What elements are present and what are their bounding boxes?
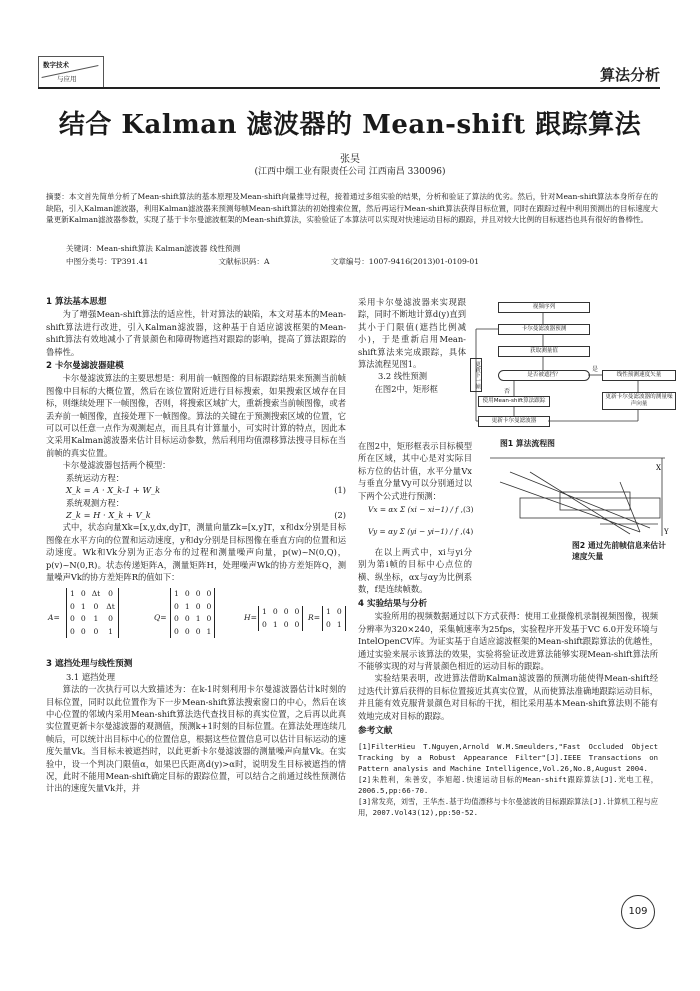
keywords: 关键词：Mean-shift算法 Kalman滤波器 线性预测 — [66, 244, 241, 253]
matrix-r-label: R= — [308, 613, 321, 623]
matrix-q-cell: 1 — [206, 626, 212, 636]
fig2-x-label: X — [656, 464, 661, 472]
matrix-r-cell: 1 — [326, 607, 331, 617]
flow-node-linear-predict: 线性预测速度矢量 — [602, 370, 676, 381]
matrix-a-cell: 0 — [80, 614, 86, 624]
paper-title: 结合 Kalman 滤波器的 Mean-shift 跟踪算法 — [58, 110, 642, 140]
journal-logo — [38, 56, 104, 88]
matrix-q-cell: 0 — [206, 614, 212, 624]
motion-equation-text: X_k = A · X_k-1 + W_k — [66, 485, 161, 496]
matrix-a-cell: 0 — [80, 589, 86, 599]
figure-2-diagram — [480, 452, 670, 538]
matrix-h-cell: 1 — [262, 607, 267, 617]
section-3-2-paragraph-start: 在图2中，矩形框 — [374, 383, 438, 394]
right-column-top — [358, 296, 466, 407]
matrix-a-label: A= — [48, 613, 60, 623]
section-2-paragraph-2: 卡尔曼滤波器包括两个模型： — [62, 460, 171, 471]
right-top-paragraph: 采用卡尔曼滤波器来实现跟踪，同时不断地计算d(y)直到其小于门限值(遮挡比例减小)，于是重新启用Mean-shift算法来完成跟踪，具体算法流程见图1。 — [358, 297, 466, 370]
matrix-q-cell: 0 — [174, 614, 179, 624]
motion-equation-number: (1) — [334, 485, 346, 496]
flow-node-update-kalman: 更新卡尔曼滤波器 — [478, 416, 550, 427]
reference-2: [2]朱胜利，朱善安，李旭超.快速运动目标的Mean-shift跟踪算法[J].光电工程，2006.5,pp:66-70. — [358, 775, 658, 796]
matrix-a-cell: 0 — [70, 601, 75, 611]
prediction-equations — [358, 498, 478, 542]
matrix-h-cell: 0 — [283, 619, 289, 629]
matrix-a-cell: 1 — [93, 614, 99, 624]
flow-side-label: 更新下一帧 — [470, 358, 482, 392]
motion-equation — [46, 484, 346, 496]
matrix-q-cell: 0 — [195, 626, 201, 636]
right-column-prediction — [358, 440, 472, 502]
matrix-q-cell: 0 — [184, 626, 190, 636]
journal-line2: 与应用 — [57, 75, 77, 83]
section-3-title: 3 遮挡处理与线性预测 — [46, 659, 133, 670]
section-4-paragraph-1: 实验所用的视频数据通过以下方式获得：使用工业摄像机录制视频图像，视频分辨率为320×240，采集帧速率为25fps，实验程序开发基于VC 6.0开发环境与IntelOpenCV库。为证实基于自适应滤波框架的Mean-shift跟踪算法的优越性，通过实验来展示该算法的效果，实验将验证改进算法能够实现Mean-shift算法所不能够实现的对与背景颜色相近的运动目标的跟踪。 — [358, 611, 658, 672]
matrix-h-label: H= — [244, 613, 257, 623]
abstract: 摘要：本文首先简单分析了Mean-shift算法的基本原理及Mean-shift向量推导过程，接着通过多组实验的结果，分析和验证了算法的优劣。然后，针对Mean-shift算法本身所存在的缺陷，引入Kalman滤波器，利用Kalman滤波器来预测每帧Mean-shift算法的初始搜索位置，然后再运行Mean-shift算法获得目标位置，同时在跟踪过程中利用预测出的目标速度大量更新Kalman滤波器参数，实现了基于卡尔曼滤波框架的Mean-shift算法，实验验证了本算法可以实现对快速运动目标的跟踪，并且对较大比例的目标遮挡也具有很好的鲁棒性。 — [46, 192, 658, 225]
equation-4 — [358, 520, 478, 542]
section-3-2-paragraph: 在图2中，矩形框表示目标模型所在区域，其中心是对实际目标方位的估计值，水平分量Vx与垂直分量Vy可以分别通过以下两个公式进行预测： — [358, 441, 472, 501]
matrix-q-label: Q= — [154, 613, 167, 623]
matrix-a-cell: 0 — [70, 626, 75, 636]
matrix-h-cell: 0 — [262, 619, 267, 629]
article-meta — [66, 256, 626, 267]
matrix-a-cell: 1 — [108, 626, 113, 636]
flow-node-predict: 卡尔曼滤波器预测 — [498, 324, 590, 335]
flow-node-measure: 获取测量值 — [498, 346, 590, 357]
references-title: 参考文献 — [358, 726, 393, 737]
matrix-a-cell: 0 — [70, 614, 75, 624]
equation-3-text: Vx = αx Σ (xi − xi−1) / f — [368, 505, 459, 514]
matrix-h-cell: 0 — [294, 607, 300, 617]
matrix-a-cell: 0 — [80, 626, 86, 636]
matrix-a-cell: Δt — [106, 601, 115, 611]
matrix-h-cell: 0 — [283, 607, 289, 617]
equation-3 — [358, 498, 478, 520]
article-number: 文章编号：1007-9416(2013)01-0109-01 — [330, 257, 480, 266]
flow-node-update-noise: 更新卡尔曼滤波器的测量噪声向量 — [602, 392, 676, 410]
matrix-r-cell: 1 — [336, 619, 342, 629]
matrix-r-cell: 0 — [336, 607, 342, 617]
section-1-paragraph: 为了增强Mean-shift算法的适应性，针对算法的缺陷，本文对基本的Mean-shift算法进行改进，引入Kalman滤波器，这种基于自适应滤波框架的Mean-shift算法有效地减小了背景颜色和障碍物遮挡对跟踪的影响，提高了算法跟踪的鲁棒性。 — [46, 309, 346, 357]
equation-4-number: ,(4) — [460, 527, 474, 536]
matrix-q-cell: 1 — [174, 589, 179, 599]
section-3-1-title: 3.1 遮挡处理 — [66, 671, 116, 682]
equation-explanation: 在以上两式中，xi与yi分别为第i帧的目标中心点位的横、纵坐标，αx与αy为比例系数，f是连续帧数。 — [358, 547, 472, 595]
observation-equation — [46, 509, 346, 521]
journal-line1: 数字技术 — [43, 61, 69, 69]
matrix-a-cell: 1 — [80, 601, 86, 611]
matrix-q-cell: 0 — [174, 601, 179, 611]
matrix-a — [66, 588, 119, 638]
flow-yes-label: 是 — [592, 366, 599, 373]
figure-1-caption: 图1 算法流程图 — [500, 439, 555, 448]
flow-node-occluded: 是否被遮挡？ — [498, 370, 590, 381]
matrix-q-cell: 0 — [184, 614, 190, 624]
section-3-paragraph: 算法的一次执行可以大致描述为：在k-1时刻利用卡尔曼滤波器估计k时刻的目标位置，同时以此位置作为下一步Mean-shift算法搜索窗口的中心，然后在该中心位置的邻域内采用Mean-shift算法迭代查找目标的真实位置，之后再以此真实位置更新卡尔曼滤波器的观测值，预测k+1时刻的目标位置。在算法处理连续几帧后，可以统计出目标中心的位置信息，根据这些位置信息可以估计目标运动的速度矢量Vk。当目标未被遮挡时，以此更新卡尔曼滤波器的测量噪声向量Vk。在实验中，设一个判决门限值α，如果巴氏距离d(y)>α时，说明发生目标被遮挡的情况，此时不能用Mean-shift确定目标的跟踪位置，可以结合之前通过线性预测估计出的速度矢量Vk并，并 — [46, 684, 346, 794]
flowchart-figure — [474, 302, 674, 434]
matrix-q — [170, 588, 215, 638]
equation-3-number: ,(3) — [460, 505, 474, 514]
matrix-h-cell: 1 — [272, 619, 278, 629]
matrix-a-cell: 0 — [108, 614, 113, 624]
flow-node-meanshift: 使用Mean-shift算法跟踪 — [478, 396, 550, 407]
right-column-bottom — [358, 598, 658, 818]
matrix-h — [258, 606, 303, 631]
affiliation: (江西中烟工业有限责任公司 江西南昌 330096) — [254, 167, 446, 177]
motion-equation-label: 系统运动方程： — [66, 472, 125, 483]
equation-4-text: Vy = αy Σ (yi − yi−1) / f — [368, 527, 458, 536]
flow-arrows — [474, 302, 674, 434]
matrix-r-cell: 0 — [326, 619, 331, 629]
author: 张昊 — [340, 154, 360, 165]
flow-no-label: 否 — [504, 388, 511, 395]
observation-equation-number: (2) — [334, 509, 346, 520]
reference-1: [1]FilterHieu T.Nguyen,Arnold W.M.Smeulders,"Fast Occluded Object Tracking by a Robust Appearance Filter"[J].IEEE Transactions on Pattern analysis and Machine Intelligence,Vol.26,No.8,August 2004. — [358, 742, 658, 774]
matrix-r — [322, 606, 346, 631]
page-number: 109 — [621, 895, 655, 929]
matrix-a-cell: 0 — [93, 626, 99, 636]
matrix-q-cell: 0 — [184, 589, 190, 599]
section-1-title: 1 算法基本思想 — [46, 297, 107, 307]
observation-equation-text: Z_k = H · X_k + V_k — [66, 509, 151, 520]
observation-equation-label: 系统观测方程： — [66, 497, 125, 508]
reference-3: [3]常发亮，刘雪，王华杰.基于均值漂移与卡尔曼滤波的目标跟踪算法[J].计算机工程与应用，2007.Vol43(12),pp:50-52. — [358, 797, 658, 818]
section-2-title: 2 卡尔曼滤波器建模 — [46, 361, 124, 372]
section-header: 算法分析 — [599, 66, 660, 84]
figure-2-caption: 图2 通过先前帧信息来估计速度矢量 — [572, 541, 666, 561]
matrix-q-cell: 0 — [174, 626, 179, 636]
matrix-h-cell: 0 — [272, 607, 278, 617]
matrix-q-cell: 1 — [184, 601, 190, 611]
matrix-a-cell: 1 — [70, 589, 75, 599]
clc-number: 中图分类号：TP391.41 — [66, 257, 149, 266]
doc-code: 文献标识码：A — [218, 257, 270, 266]
matrix-q-cell: 0 — [195, 589, 201, 599]
header-divider — [38, 87, 660, 89]
matrix-q-cell: 0 — [206, 589, 212, 599]
left-column — [46, 296, 346, 795]
flow-node-video: 视频序列 — [498, 302, 590, 313]
section-2-paragraph-1: 卡尔曼滤波算法的主要思想是：利用前一帧图像的目标跟踪结果来预测当前帧图像中目标的大概位置，然后在该位置附近进行目标搜索，如果搜索区域存在目标，则继续处理下一帧图像，否则，将搜索区域扩大，重新搜索当前帧图像，或者丢弃前一帧图像，直接处理下一帧图像。算法的关键在于预测搜索区域的位置，它可以可以任意一点作为观测起点，而且具有计算量小，可实时计算的特点，因此本文采用Kalman滤波器来估计目标运动参数，然后利用均值漂移算法搜寻目标在当前帧的真实位置。 — [46, 373, 346, 458]
matrix-h-cell: 0 — [294, 619, 300, 629]
matrices-block — [46, 586, 346, 658]
right-equation-explanation — [358, 546, 472, 596]
matrix-q-cell: 0 — [195, 601, 201, 611]
section-2-paragraph-3: 式中，状态向量Xk=[x,y,dx,dy]T，测量向量Zk=[x,y]T，x和dx分别是目标图像在水平方向的位置和运动速度，y和dy分别是目标图像在垂直方向的位置和运动速度。Wk和Vk分别为正态分布的过程和测量噪声向量，p(w)~N(0,Q)，p(v)~N(0,R)。状态传递矩阵A，测量矩阵H，处理噪声Wk的协方差矩阵Q，测量噪声Vk的协方差矩阵R的值如下： — [46, 522, 346, 582]
fig2-y-label: Y — [664, 528, 669, 536]
matrix-q-cell: 0 — [206, 601, 212, 611]
section-4-paragraph-2: 实验结果表明，改进算法借助Kalman滤波器的预测功能使得Mean-shift经过迭代计算后获得的目标位置接近其真实位置，从而使算法准确地跟踪运动目标，并且能有效克服背景颜色对目标的干扰，相比采用基本Mean-shift算法则不能有效地完成对目标的跟踪。 — [358, 673, 658, 721]
section-3-2-title: 3.2 线性预测 — [378, 371, 428, 382]
section-4-title: 4 实验结果与分析 — [358, 599, 428, 609]
matrix-a-cell: Δt — [91, 589, 101, 599]
matrix-a-cell: 0 — [108, 589, 113, 599]
matrix-a-cell: 0 — [93, 601, 99, 611]
matrix-q-cell: 1 — [195, 614, 201, 624]
